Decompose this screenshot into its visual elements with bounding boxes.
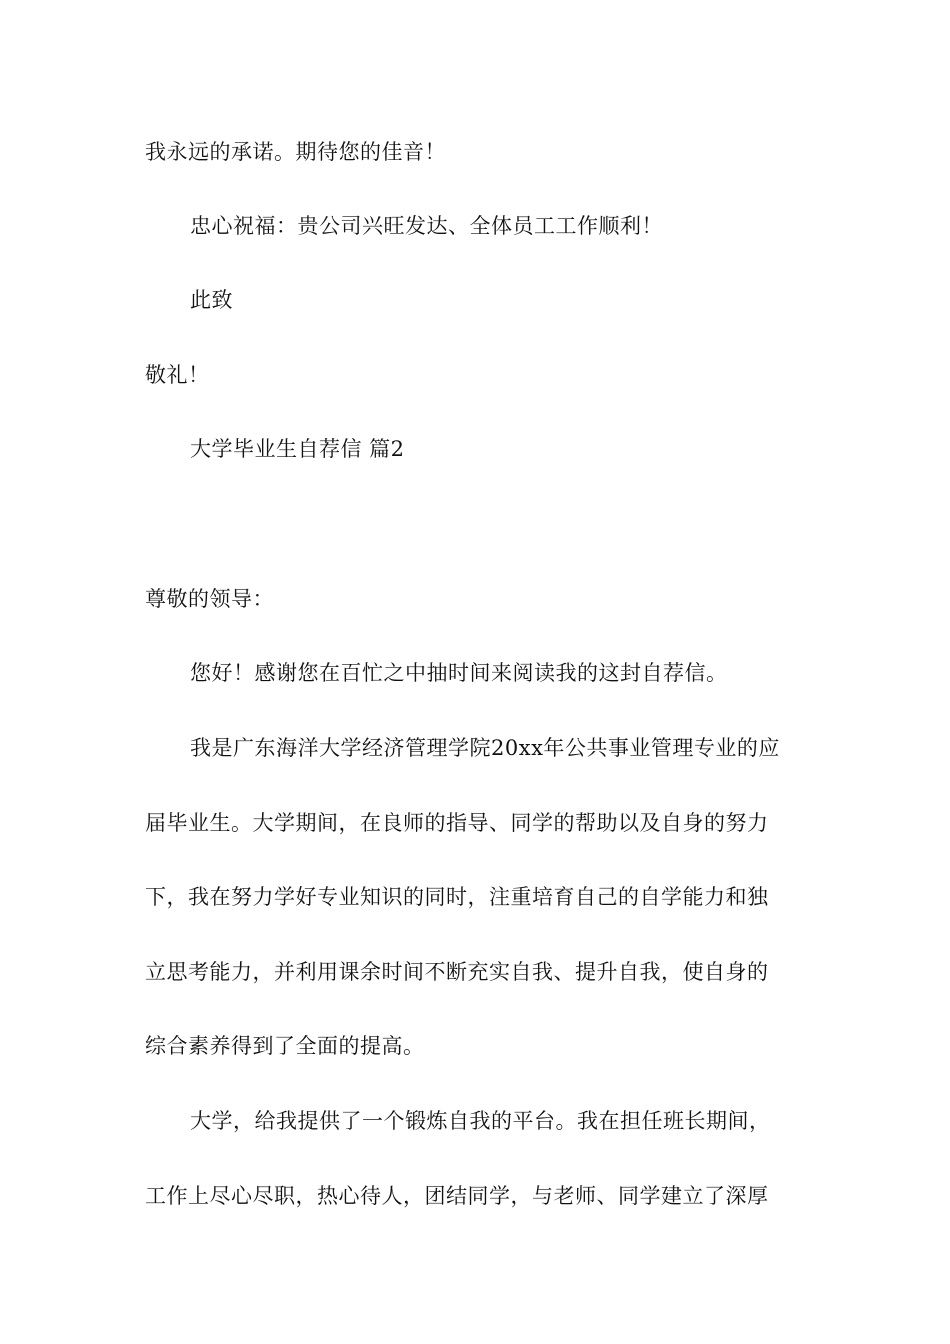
section-heading: 大学毕业生自荐信 篇2 (190, 437, 405, 461)
paragraph-line-1: 我是广东海洋大学经济管理学院20xx年公共事业管理专业的应 (190, 736, 780, 760)
text-line-jing-li: 敬礼！ (145, 363, 210, 387)
paragraph-line-4: 立思考能力，并利用课余时间不断充实自我、提升自我，使自身的 (145, 960, 769, 984)
paragraph-line-7: 工作上尽心尽职，热心待人，团结同学，与老师、同学建立了深厚 (145, 1184, 769, 1208)
paragraph-line-5: 综合素养得到了全面的提高。 (145, 1034, 425, 1058)
text-line-closing-promise: 我永远的承诺。期待您的佳音！ (145, 140, 446, 164)
paragraph-line-3: 下，我在努力学好专业知识的同时，注重培育自己的自学能力和独 (145, 885, 769, 909)
text-line-greeting: 尊敬的领导： (145, 587, 274, 611)
text-line-thanks: 您好！感谢您在百忙之中抽时间来阅读我的这封自荐信。 (190, 661, 728, 685)
paragraph-line-6: 大学，给我提供了一个锻炼自我的平台。我在担任班长期间， (190, 1109, 771, 1133)
text-line-wishes: 忠心祝福：贵公司兴旺发达、全体员工工作顺利！ (190, 214, 663, 238)
text-line-salutation-ci-zhi: 此致 (190, 288, 233, 312)
paragraph-line-2: 届毕业生。大学期间，在良师的指导、同学的帮助以及自身的努力 (145, 811, 769, 835)
